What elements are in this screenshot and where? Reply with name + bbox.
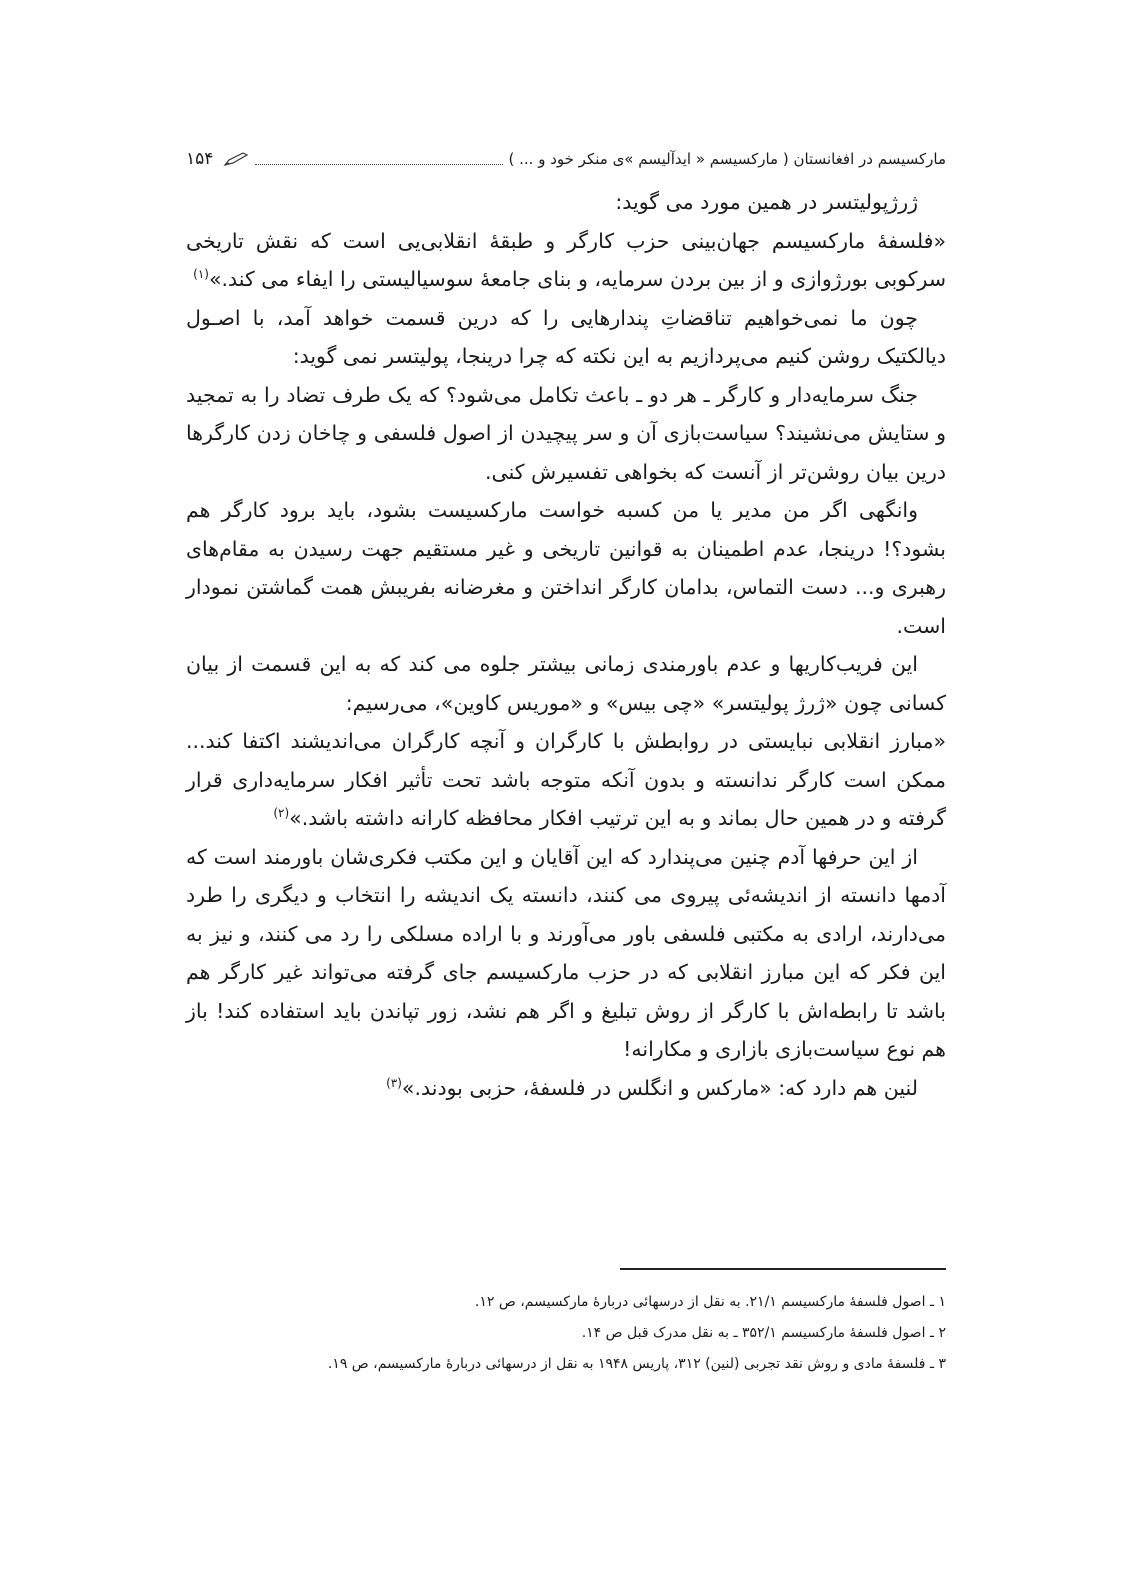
footnote-divider: [620, 1268, 946, 1270]
running-header-title: مارکسیسم در افغانستان ( مارکسیسم « ایدآلیسم »ی منکر خود و ... ): [508, 150, 946, 168]
footnote: ۱ ـ اصول فلسفهٔ مارکسیسم ۲۱/۱. به نقل از درسهائی دربارهٔ مارکسیسم، ص ۱۲.: [474, 1294, 946, 1310]
quote-paragraph: «فلسفهٔ مارکسیسم جهان‌بینی حزب کارگر و طبقهٔ انقلابی‌یی است که نقش تاریخی سرکوبی بورژوازی و از بین بردن سرمایه، و بنای جامعهٔ سوسیالیستی را ایفاء می کند.»$^{(۱)}$: [186, 228, 946, 291]
footnote: ۲ ـ اصول فلسفهٔ مارکسیسم ۳۵۲/۱ ـ به نقل مدرک قبل ص ۱۴.: [581, 1325, 946, 1341]
main-text: [186, 183, 946, 1107]
footnote-ref: (۲): [273, 806, 290, 821]
header-dot-leader: [255, 154, 502, 165]
running-header: [186, 146, 946, 172]
paragraph: از این حرفها آدم چنین می‌پندارد که این آقایان و این مکتب فکری‌شان باورمند است که آدمها دانسته از اندیشه‌ئی پیروی می کنند، دانسته یک اندیشه را انتخاب و دیگری را طرد می‌دارند، ارادی به مکتبی فلسفی باور می‌آورند و با اراده مسلکی را رد می کنند، و نیز به این فکر که این مبارز انقلابی که در حزب مارکسیسم جای گرفته می‌تواند غیر کارگر هم باشد تا رابطه‌اش با کارگر از روش تبلیغ و اگر هم نشد، زور تپاندن باید استفاده کند! باز هم نوع سیاست‌بازی بازاری و مکارانه!: [186, 844, 946, 1061]
footnote-ref: (۳): [386, 1075, 402, 1090]
paragraph: جنگ سرمایه‌دار و کارگر ـ هر دو ـ باعث تکامل می‌شود؟ که یک طرف تضاد را به تمجید و ستایش می‌نشیند؟ سیاست‌بازی آن و سر پیچیدن از اصول فلسفی و چاخان زدن کارگرها درین بیان روشن‌تر از آنست که بخواهی تفسیرش کنی.: [186, 382, 946, 484]
footnote-ref: (۱): [193, 267, 209, 282]
paragraph: ژرژپولیتسر در همین مورد می گوید:: [615, 190, 918, 214]
quote-paragraph: «مبارز انقلابی نبایستی در روابطش با کارگران و آنچه کارگران می‌اندیشند اکتفا کند... ممکن است کارگر ندانسته و بدون آنکه متوجه باشد تحت تأثیر افکار سرمایه‌داری قرار گرفته و در همین حال بماند و به این ترتیب افکار محافظه کارانه داشته باشد.»$^{(۲)}$: [186, 729, 946, 830]
footnote: ۳ ـ فلسفهٔ مادی و روش نقد تجربی (لنین) ۳۱۲، پاریس ۱۹۴۸ به نقل از درسهائی دربارهٔ مارکسیسم، ص ۱۹.: [327, 1356, 946, 1372]
paragraph: لنین هم دارد که: «مارکس و انگلس در فلسفهٔ، حزبی بودند.»$^{(۳)}$: [386, 1075, 918, 1100]
paragraph: این فریب‌کاریها و عدم باورمندی زمانی بیشتر جلوه می کند که به این قسمت از بیان کسانی چون «ژرژ پولیتسر» «چی بیس» و «موریس کاوین»، می‌رسیم:: [186, 652, 946, 715]
footnotes: [186, 1287, 946, 1380]
paragraph: چون ما نمی‌خواهیم تناقضاتِ پندارهایی را که درین قسمت خواهد آمد، با اصـول دیالکتیک روشن کنیم می‌پردازیم به این نکته که چرا درینجا، پولیتسر نمی گوید:: [186, 305, 946, 368]
pen-icon: [223, 151, 249, 167]
paragraph: وانگهی اگر من مدیر یا من کسبه خواست مارکسیست بشود، باید برود کارگر هم بشود؟! درینجا، عدم اطمینان به قوانین تاریخی و غیر مستقیم جهت رسیدن به مقام‌های رهبری و... دست التماس، بدامان کارگر انداختن و مغرضانه بفریبش همت گماشتن نمودار است.: [186, 498, 946, 638]
page-number: ۱۵۴: [186, 149, 214, 169]
